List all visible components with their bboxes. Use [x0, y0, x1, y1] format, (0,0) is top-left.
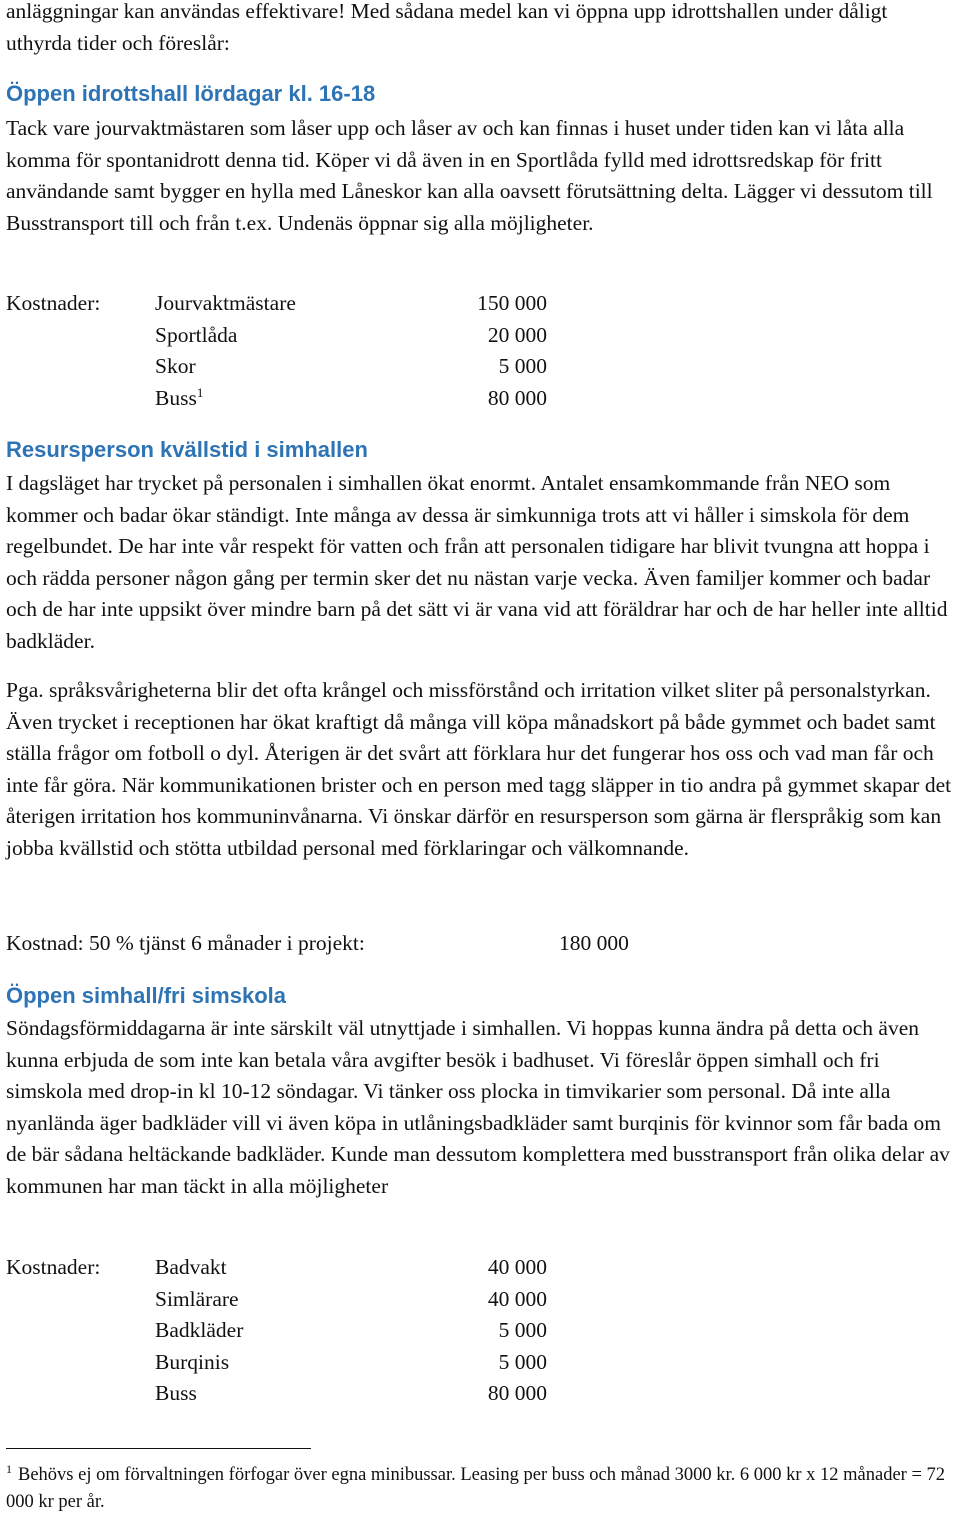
- cost-item-label: Buss: [155, 385, 197, 410]
- section-heading-simhall: Öppen simhall/fri simskola: [6, 983, 286, 1008]
- footnote-number: 1: [6, 1461, 12, 1476]
- cost-item: Skor: [155, 354, 196, 379]
- cost-amount: 5 000: [498, 1349, 547, 1374]
- cost-row: [6, 1315, 547, 1347]
- footnote-separator: [6, 1448, 311, 1449]
- cost-row: [6, 383, 547, 415]
- footnote: [6, 1462, 951, 1516]
- cost-line-resursperson: [6, 928, 629, 960]
- section-heading-idrottshall: Öppen idrottshall lördagar kl. 16-18: [6, 81, 376, 106]
- cost-amount: 40 000: [487, 1255, 547, 1279]
- cost-row: [6, 1252, 547, 1284]
- cost-item: Simlärare: [155, 1286, 239, 1311]
- section-heading-resursperson: Resursperson kvällstid i simhallen: [6, 437, 368, 462]
- cost-item: Badkläder: [155, 1318, 244, 1343]
- cost-row: [6, 320, 547, 352]
- cost-label: Kostnad: 50 % tjänst 6 månader i projekt:: [6, 931, 365, 955]
- cost-table-simhall: [6, 1252, 547, 1410]
- costs-label: Kostnader:: [6, 291, 101, 315]
- cost-amount: 80 000: [487, 1381, 547, 1406]
- cost-amount: 150 000: [477, 291, 547, 315]
- cost-row: [6, 1347, 547, 1379]
- cost-table-idrottshall: [6, 288, 547, 414]
- cost-amount: 5 000: [498, 354, 547, 379]
- section-body-simhall: Söndagsförmiddagarna är inte särskilt väl utnyttjade i simhallen. Vi hoppas kunna ändra på detta och även kunna erbjuda de som inte kan betala våra avgifter besök i badhuset. Vi föreslår öppen simhall och fri simskola med drop-in kl 10-12 söndagar. Vi tänker oss plocka in timvikarier som personal. Då inte alla nyanlända äger badkläder vill vi även köpa in utlåningsbadkläder samt burqinis för kvinnor som får bada om de bär sådana heltäckande badkläder. Kunde man dessutom komplettera med busstransport från olika delar av kommunen har man täckt in alla möjligheter: [6, 1016, 950, 1198]
- cost-item: Sportlåda: [155, 322, 238, 347]
- cost-amount: 5 000: [498, 1318, 547, 1343]
- cost-row: [6, 351, 547, 383]
- footnote-text: Behövs ej om förvaltningen förfogar över egna minibussar. Leasing per buss och månad 3000 kr. 6 000 kr x 12 månader = 72 000 kr per år.: [6, 1465, 945, 1512]
- cost-item: Burqinis: [155, 1349, 230, 1374]
- section-body-resursperson-1: I dagsläget har trycket på personalen i simhallen ökat enormt. Antalet ensamkommande från NEO som kommer och badar ökar ständigt. Inte många av dessa är simkunniga trots att vi håller i simskola för dem regelbundet. De har inte vår respekt för vatten och från att personalen tidigare har blivit tvungna att hoppa i och rädda personer någon gång per termin sker det nu nästan varje vecka. Även familjer kommer och badar och de har inte uppsikt över mindre barn på det sätt vi är vana vid att föräldrar har och de har heller inte alltid badkläder.: [6, 471, 948, 653]
- cost-item: Jourvaktmästare: [155, 291, 296, 315]
- cost-amount: 20 000: [487, 322, 547, 347]
- footnote-reference[interactable]: 1: [196, 384, 204, 400]
- cost-item: Badvakt: [155, 1255, 227, 1279]
- cost-row: [6, 1284, 547, 1316]
- cost-amount: 180 000: [559, 931, 629, 955]
- cost-item: [155, 383, 203, 415]
- cost-amount: 40 000: [487, 1286, 547, 1311]
- section-body-resursperson-2: Pga. språksvårigheterna blir det ofta krångel och missförstånd och irritation vilket sliter på personalstyrkan. Även trycket i receptionen har ökat kraftigt då många vill köpa månadskort på både gymmet och badet samt ställa frågor om fotboll o dyl. Återigen är det svårt att förklara hur det fungerar hos oss och vad man får och inte får göra. När kommunikationen brister och en person med tagg släpper in tio andra på gymmet skapar det återigen irritation hos kommuninvånarna. Vi önskar därför en resursperson som gärna är flerspråkig som kan jobba kvällstid och stötta utbildad personal med förklaringar och välkomnande.: [6, 678, 952, 860]
- costs-label: Kostnader:: [6, 1255, 101, 1279]
- cost-item: Buss: [155, 1381, 197, 1406]
- cost-row: [6, 1378, 547, 1410]
- cost-amount: 80 000: [487, 385, 547, 410]
- section-body-idrottshall: Tack vare jourvaktmästaren som låser upp och låser av och kan finnas i huset under tiden kan vi låta alla komma för spontanidrott denna tid. Köper vi då även in en Sportlåda fylld med idrottsredskap för fritt användande samt bygger en hylla med Låneskor kan alla oavsett förutsättning delta. Lägger vi dessutom till Busstransport till och från t.ex. Undenäs öppnar sig alla möjligheter.: [6, 116, 933, 235]
- cost-row: [6, 288, 547, 320]
- intro-paragraph: anläggningar kan användas effektivare! Med sådana medel kan vi öppna upp idrottshallen under dåligt uthyrda tider och föreslår:: [6, 0, 888, 55]
